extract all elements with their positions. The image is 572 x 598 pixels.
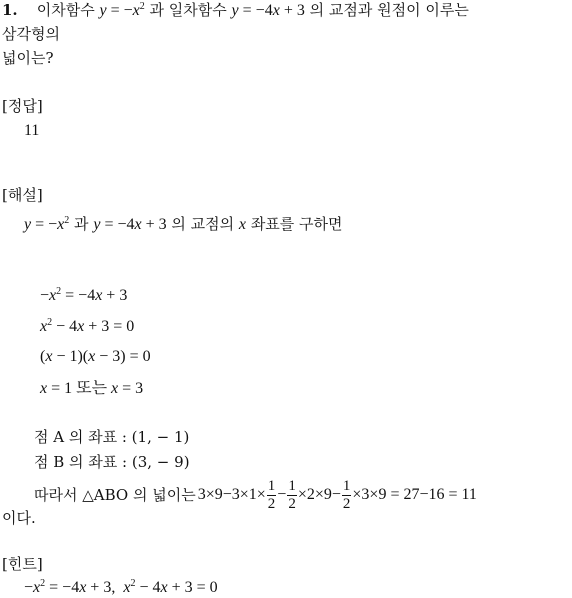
step-1: $-x^2 = -4x + 3$ [40, 286, 128, 304]
hint-heading: [힌트] [2, 555, 43, 573]
intro-end: 좌표를 구하면 [250, 215, 343, 233]
question-number: 1. [2, 1, 18, 19]
step-3: (x − 1)(x − 3) = 0 [40, 348, 151, 365]
hint-equations: $-x^2 = -4x + 3$, $x^2 - 4x + 3 = 0$ [24, 578, 218, 596]
question-text-3: 의 교점과 원점이 이루는 [309, 1, 469, 19]
intro-equation-1: $y = -x^2$ [24, 215, 70, 233]
fraction-one-half: $\frac{1}{2}$ [267, 477, 276, 512]
step-4: x = 1 또는 x = 3 [40, 380, 144, 397]
solution-intro [24, 214, 343, 235]
area-expression: 3×9−3×1× $\frac{1}{2}$ − $\frac{1}{2}$ ×2×9− $\frac{1}{2}$ ×3×9 = 27−16 = 11 [197, 477, 477, 512]
point-b-coordinates: 점 B 의 좌표 : (3, − 9) [34, 453, 190, 471]
question-equation-1: $y = -x^2$ [99, 1, 145, 19]
question-text-2: 과 일차함수 [149, 1, 227, 19]
answer-value: 11 [24, 122, 40, 139]
intro-equation-2: y = −4x + 3 [93, 216, 167, 233]
question-text-4: 삼각형의 [2, 25, 60, 43]
conclusion-suffix: 이다. [2, 509, 36, 527]
step-2: $x^2 - 4x + 3 = 0$ [40, 317, 135, 335]
intro-tail: 의 교점의 [171, 215, 235, 233]
question-line-1 [2, 0, 469, 21]
intro-variable-x: x [238, 216, 247, 233]
question-line-3 [2, 48, 54, 68]
conclusion-prefix: 따라서 △ABO 의 넓이는 [34, 486, 196, 504]
fraction-one-half: $\frac{1}{2}$ [288, 477, 296, 512]
question-text-5: 넓이는? [2, 49, 54, 67]
intro-and: 과 [74, 215, 89, 233]
question-text-1: 이차함수 [36, 1, 95, 19]
fraction-one-half: $\frac{1}{2}$ [342, 477, 351, 512]
question-line-2 [2, 24, 60, 44]
area-calculation [34, 477, 477, 513]
question-equation-2: y = −4x + 3 [231, 2, 305, 19]
answer-heading: [정답] [2, 97, 43, 115]
point-a-coordinates: 점 A 의 좌표 : (1, − 1) [34, 428, 190, 446]
solution-heading: [해설] [2, 186, 43, 204]
